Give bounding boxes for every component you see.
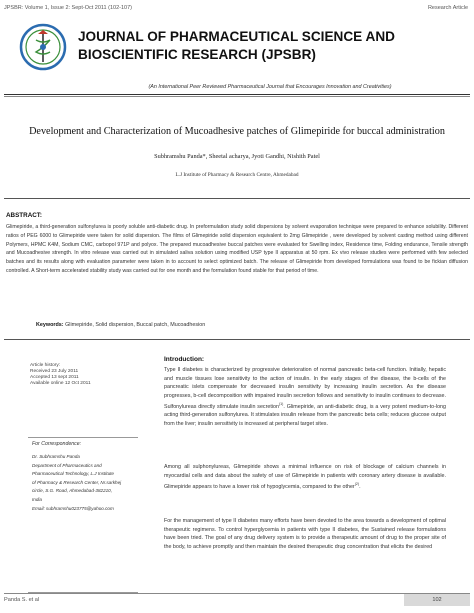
history-received: Received 23 July 2011 xyxy=(30,369,79,374)
page-number-box xyxy=(404,594,470,606)
keywords-list: Glimepiride, Solid dispersion, Buccal patch, Mucoadhesion xyxy=(65,322,206,328)
correspondence-details xyxy=(32,453,138,513)
journal-title-line2: BIOSCIENTIFIC RESEARCH (JPSBR) xyxy=(78,46,316,62)
correspondence-line: circle, S.G. Road, Ahmedabad-382210, xyxy=(32,488,113,494)
intro-p2-text: Among all sulphonylureas, Glimepiride shows a minimal influence on risk of blockage of calcium channels in myocardial cells and data about the safety of use of Glimepiride in patients with coronary artery disease is available. Glimepiride appears to have a lower risk of hypoglycemia, compared to the other xyxy=(164,464,446,490)
header-journal-info: JPSBR: Volume 1, Issue 2: Sept-Oct 2011 (102-107) xyxy=(4,5,132,11)
intro-p2-tail: . xyxy=(359,483,361,490)
intro-p1-tail: . Glimepiride, an anti-diabetic drug, is a very potent medium-to-long acting third-generation sulfonylurea. It stimulates insulin release from the pancreatic beta cells; reduces glucose output from the liver; insulin sensitivity is increased at peripheral target sites. xyxy=(164,403,446,427)
intro-paragraph-2 xyxy=(164,463,446,491)
history-accepted: Accepted 13 sept 2011 xyxy=(30,375,79,380)
paper-affiliation: L.J Institute of Pharmacy & Research Centre, Ahmedabad xyxy=(175,172,299,178)
journal-logo xyxy=(18,22,68,72)
correspondence-line: India xyxy=(32,496,42,502)
correspondence-line: Dr. Subhramshu Panda xyxy=(32,454,80,459)
citation-1: (1) xyxy=(278,402,284,406)
abstract-heading: ABSTRACT: xyxy=(6,212,43,219)
citation-2: (2) xyxy=(354,482,360,486)
keywords-label: Keywords: xyxy=(36,322,64,328)
header-rule xyxy=(4,94,470,95)
correspondence-heading: For Correspondence: xyxy=(32,441,82,447)
correspondence-top-rule xyxy=(28,437,138,438)
history-label: Article history: xyxy=(30,363,61,368)
intro-paragraph-3: For the management of type II diabetes many efforts have been devoted to the area towards a development of optimal therapeutic regimens. To control hyperglycemia in patients with type II diabetes, the Sustained release formulations have been tried. The goal of any drug delivery system is to provide a therapeutic amount of drug to the proper site of the body, to achieve promptly and then maintain the desired therapeutic drug concentration that elicits the desired xyxy=(164,518,446,550)
correspondence-email: Email: subhramshu023775@yahoo.com xyxy=(32,505,114,511)
introduction-heading: Introduction: xyxy=(164,356,205,363)
paper-authors: Subhramshu Panda*, Sheetal acharya, Jyoti Gandhi, Nishith Patel xyxy=(154,153,320,160)
header-rule-thin xyxy=(4,96,470,97)
abstract-text: Glimepiride, a third-generation sulfonylurea is poorly soluble anti-diabetic drug. In preformulation study solid dispersions by solvent evaporation technique were prepared to enhance solubility. Different ratios of PEG 6000 to Glimepiride were taken for solid dispersion. The films of Glimepiride solid dispersion equivalent to 2mg Glimepiride , were developed by solvent casting method using different Polymers, HPMC K4M, Sodium CMC, carbopol 971P and polyox. The prepared mucoadhesive buccal patches were evaluated for Swelling index, Residence time, Folding endurance, Tensile strength and Mucoadhesive strength. In vitro release was carried out in simulated saliva solution using modified USP type II apparatus at 50 rpm. Ex vivo release studies were performed with few selected batches and its results along with evaluation parameter were taken in to account to select optimized batch. The release of Glimepiride from developed formulations was found to be fickian diffusion controlled. A Short-term accelerated stability study was carried out for one month and the formulation found stable for that period of time. xyxy=(6,224,468,274)
paper-title: Development and Characterization of Mucoadhesive patches of Glimepiride for buccal administration xyxy=(29,126,445,137)
correspondence-line: Department of Pharmaceutics and xyxy=(32,462,102,468)
history-online: Available online 12 Oct 2011 xyxy=(30,381,91,386)
section-divider xyxy=(4,198,470,199)
footer-rule xyxy=(4,593,470,594)
header-article-type: Research Article xyxy=(427,5,468,11)
correspondence-line: Pharmaceutical Technology, L.J Institute xyxy=(32,471,114,477)
keywords xyxy=(36,322,466,328)
intro-paragraph-1 xyxy=(164,366,446,428)
running-header xyxy=(0,0,474,20)
journal-title-line1: JOURNAL OF PHARMACEUTICAL SCIENCE AND xyxy=(78,29,395,44)
article-history xyxy=(30,363,140,387)
footer-author: Panda S. et al xyxy=(4,597,40,603)
journal-subtitle: (An International Peer Reviewed Pharmaceutical Journal that Encourages Innovation and Creativities) xyxy=(148,84,392,90)
journal-title xyxy=(78,28,468,63)
section-divider-2 xyxy=(4,339,470,340)
page-number: 102 xyxy=(432,597,442,603)
intro-p1-text: Type II diabetes is characterized by progressive deterioration of normal pancreatic beta-cell function. Initially, hepatic and muscle tissues lose sensitivity to the action of insulin. In the early stages of the disease, the b-cells of the pancreatic islets compensate for decreased insulin sensitivity by increasing insulin secretion. As the disease progresses, b-cell decomposition with impaired insulin secretion follows and sensitivity to insulin continues to decrease. Sulfonylureas directly stimulate insulin secretion xyxy=(164,367,446,410)
correspondence-line: of Pharmacy & Research Center, Nr.sarkhej xyxy=(32,479,122,485)
